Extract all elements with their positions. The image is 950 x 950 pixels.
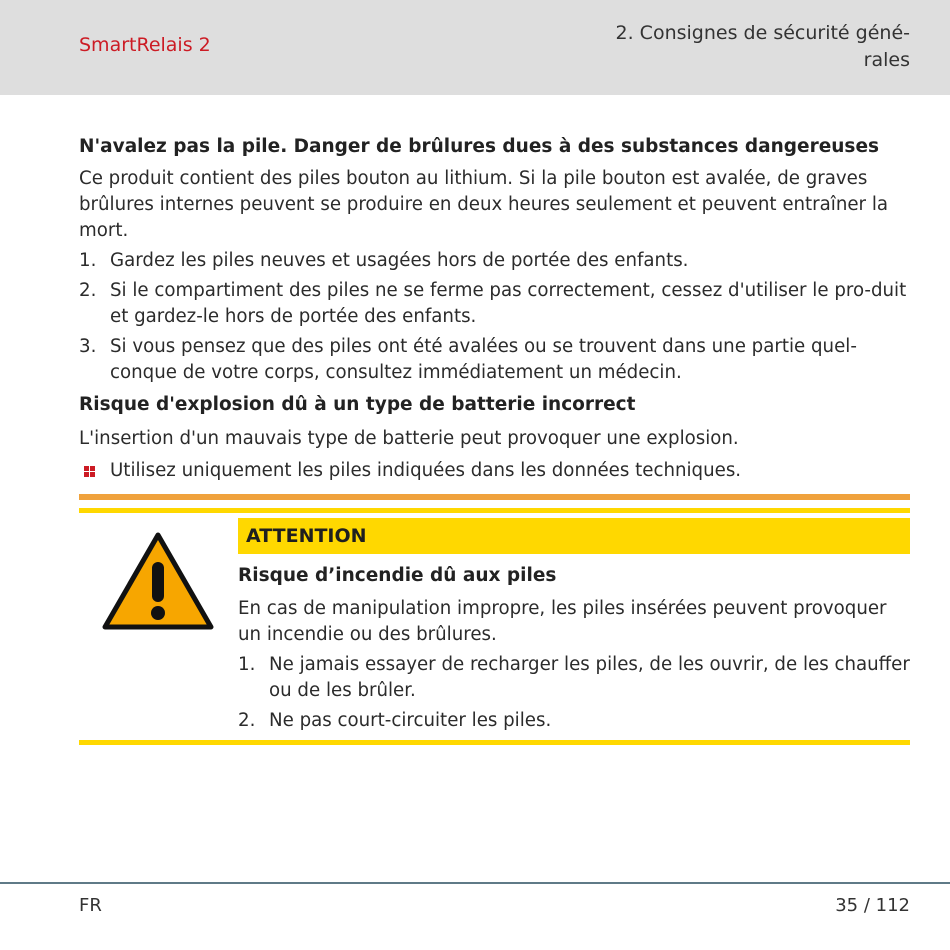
list-item [238, 652, 910, 704]
warning-body [238, 563, 910, 738]
step-number: 2. [79, 280, 97, 301]
fire-risk-text: En cas de manipulation impropre, les piles insérées peuvent provoquer un incendie ou des brûlures. [238, 598, 887, 645]
step-number: 2. [238, 710, 256, 731]
chapter-title-line1: 2. Consignes de sécurité géné- [615, 22, 910, 44]
page-header [0, 0, 950, 95]
orange-divider [79, 494, 910, 500]
bullet-text: Utilisez uniquement les piles indiquées dans les données techniques. [110, 460, 742, 481]
step-text: Gardez les piles neuves et usagées hors de portée des enfants. [110, 250, 689, 271]
list-item [79, 248, 910, 274]
warning-top-rule [79, 508, 910, 513]
step-text: Ne jamais essayer de recharger les piles, de les ouvrir, de les chauffer ou de les brûler. [269, 654, 910, 701]
bullet-squares-icon [79, 458, 110, 484]
step-number: 1. [238, 654, 256, 675]
warning-triangle-icon [101, 530, 215, 632]
swallow-warning-heading: N'avalez pas la pile. Danger de brûlures dues à des substances dangereuses [79, 136, 879, 157]
swallow-warning-text: Ce produit contient des piles bouton au lithium. Si la pile bouton est avalée, de graves brûlures internes peuvent se produire en deux heures seulement et peuvent entraîner la mort. [79, 168, 889, 241]
explosion-risk-heading: Risque d'explosion dû à un type de batterie incorrect [79, 394, 636, 415]
explosion-risk-text: L'insertion d'un mauvais type de batterie peut provoquer une explosion. [79, 428, 739, 449]
product-name: SmartRelais 2 [79, 34, 211, 56]
fire-steps-list [238, 652, 910, 734]
step-text: Si le compartiment des piles ne se ferme pas correctement, cessez d'utiliser le pro-duit et gardez-le hors de portée des enfants. [110, 280, 907, 327]
list-item [79, 334, 910, 386]
fire-risk-heading: Risque d’incendie dû aux piles [238, 565, 557, 586]
swallow-steps-list [79, 248, 910, 386]
list-item [79, 278, 910, 330]
page-number: 35 / 112 [835, 895, 910, 916]
chapter-title [590, 20, 910, 74]
main-content [79, 134, 910, 484]
step-number: 1. [79, 250, 97, 271]
attention-label: ATTENTION [238, 518, 910, 554]
step-number: 3. [79, 336, 97, 357]
language-code: FR [79, 895, 102, 916]
warning-bottom-rule [79, 740, 910, 745]
chapter-title-line2: rales [863, 49, 910, 71]
step-text: Ne pas court-circuiter les piles. [269, 710, 552, 731]
step-text: Si vous pensez que des piles ont été avalées ou se trouvent dans une partie quel-conque de votre corps, consultez immédiatement un médecin. [110, 336, 857, 383]
list-item [238, 708, 910, 734]
bullet-item [79, 458, 910, 484]
footer-divider [0, 882, 950, 884]
